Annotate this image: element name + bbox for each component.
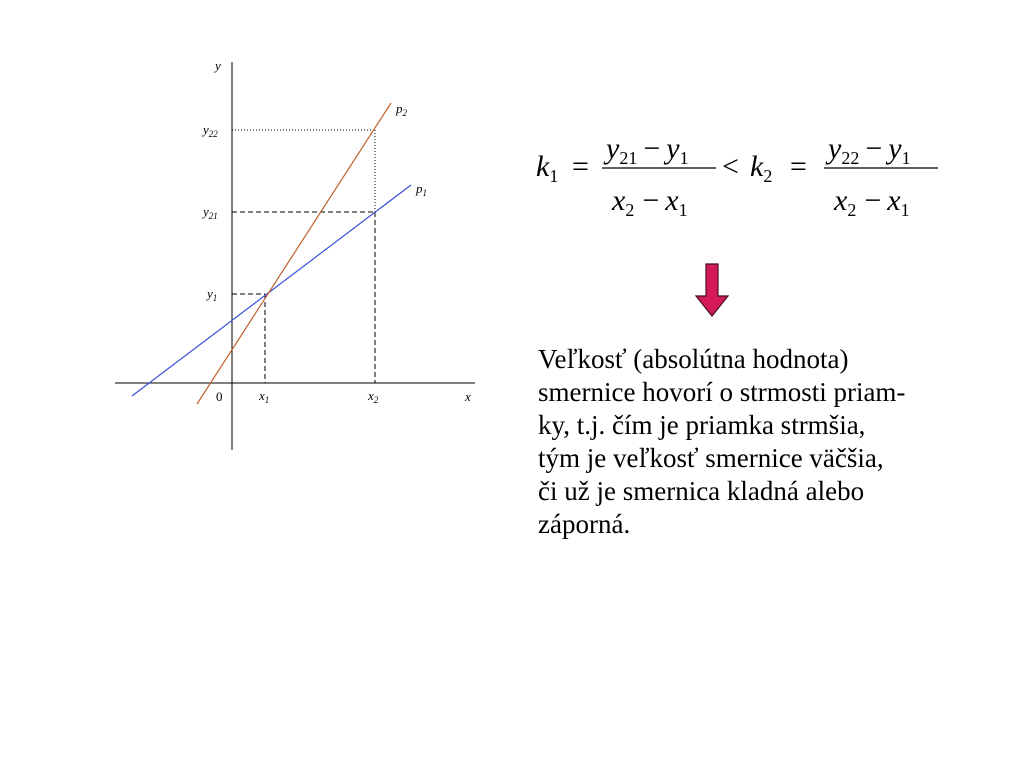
fraction-1-numerator: y21 − y1 bbox=[606, 132, 689, 168]
line-p1-label: $p_1$ bbox=[416, 181, 427, 198]
description-line: Veľkosť (absolútna hodnota) bbox=[538, 344, 849, 374]
k2-symbol: k2 bbox=[750, 150, 773, 186]
origin-label: 0 bbox=[216, 389, 223, 404]
fraction-2-numerator: y22 − y1 bbox=[828, 132, 911, 168]
description-line: smernice hovorí o strmosti priam- bbox=[538, 377, 906, 407]
guide-lines bbox=[232, 130, 375, 383]
y1-tick-label: $y_1$ bbox=[207, 286, 218, 303]
fraction-2-denominator: x2 − x1 bbox=[834, 184, 910, 220]
equals-sign-2: = bbox=[790, 150, 807, 183]
less-than-sign: < bbox=[722, 150, 739, 183]
y22-tick-label: $y_{22}$ bbox=[203, 122, 218, 139]
description-paragraph bbox=[538, 343, 1018, 541]
fraction-1-denominator: x2 − x1 bbox=[612, 184, 688, 220]
line-p1 bbox=[132, 185, 411, 396]
line-p2-label: $p_2$ bbox=[396, 101, 407, 118]
x1-tick-label: $x_1$ bbox=[259, 388, 270, 405]
description-line: ky, t.j. čím je priamka strmšia, bbox=[538, 410, 866, 440]
description-line: záporná. bbox=[538, 509, 631, 539]
slope-formula bbox=[532, 124, 972, 234]
description-line: tým je veľkosť smernice väčšia, bbox=[538, 443, 884, 473]
equals-sign-1: = bbox=[572, 150, 589, 183]
x-axis-label: x bbox=[465, 389, 471, 404]
description-line: či už je smernica kladná alebo bbox=[538, 476, 865, 506]
y21-tick-label: $y_{21}$ bbox=[203, 204, 218, 221]
down-arrow-icon bbox=[694, 262, 730, 318]
x2-tick-label: $x_2$ bbox=[368, 388, 379, 405]
line-p2 bbox=[197, 103, 391, 404]
k1-symbol: k1 bbox=[536, 150, 559, 186]
y-axis-label: y bbox=[215, 58, 221, 73]
